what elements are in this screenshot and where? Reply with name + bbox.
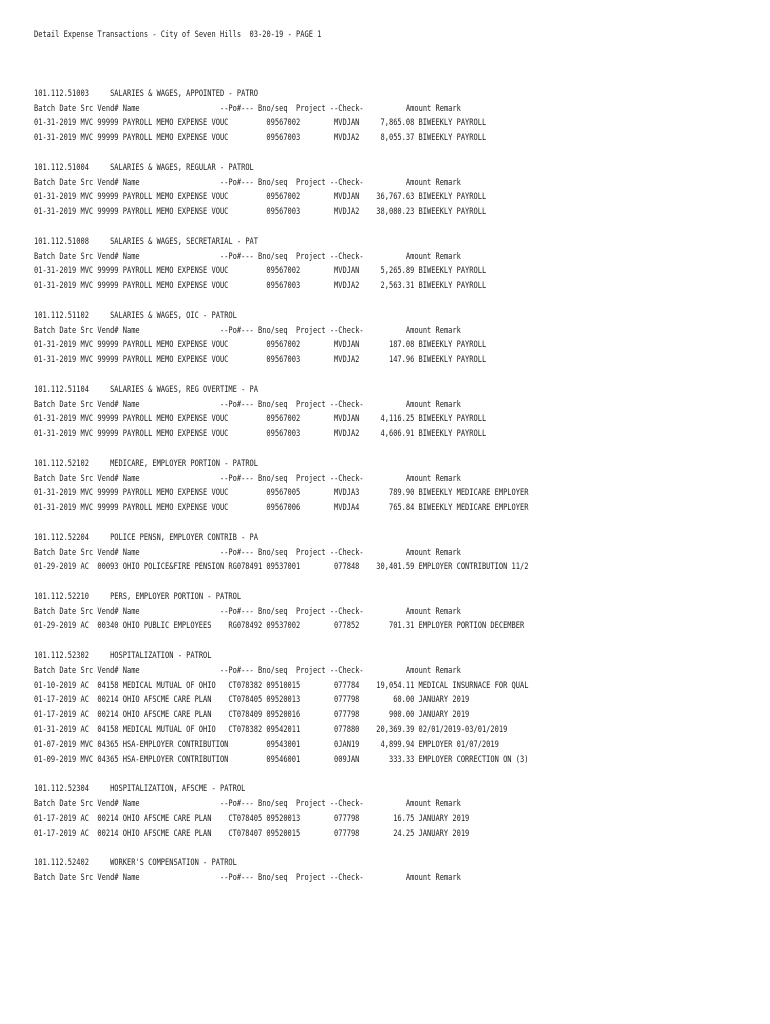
row-date: 01-17-2019 [34, 710, 77, 721]
account-section [34, 235, 596, 294]
row-check: 077798 [334, 695, 360, 706]
row-check: 0JAN19 [334, 739, 360, 750]
account-heading: 101.112.51102 SALARIES & WAGES, OIC - PATROL [34, 310, 237, 321]
row-check: MVDJA2 [334, 355, 360, 366]
account-section [34, 383, 596, 442]
row-src: MVC [80, 488, 94, 499]
row-date: 01-17-2019 [34, 828, 77, 839]
row-batch-seq: 09567003 [266, 207, 301, 218]
transaction-row [34, 679, 596, 694]
row-remark: BIWEEKLY MEDICARE EMPLOYER [418, 503, 529, 514]
report-title: Detail Expense Transactions - City of Seven Hills 03-20-19 - PAGE 1 [34, 30, 322, 40]
transaction-row [34, 279, 596, 294]
row-src: AC [80, 710, 89, 721]
row-amount: 147.96 [388, 355, 415, 366]
transaction-row [34, 827, 596, 842]
row-date: 01-31-2019 [34, 414, 77, 425]
row-po-number: CT078405 [228, 813, 263, 824]
row-src: MVC [80, 355, 94, 366]
column-header: Batch Date Src Vend# Name --Po#--- Bno/seq Project --Check- Amount Remark [34, 606, 461, 617]
row-amount: 24.25 [393, 828, 415, 839]
row-check: MVDJA2 [334, 429, 360, 440]
row-batch-seq: 09520016 [266, 710, 301, 721]
row-src: MVC [80, 192, 94, 203]
row-src: MVC [80, 266, 94, 277]
row-amount: 5,265.89 [380, 266, 415, 277]
row-date: 01-10-2019 [34, 680, 77, 691]
row-src: MVC [80, 429, 94, 440]
row-amount: 60.00 [393, 695, 415, 706]
transaction-row [34, 116, 596, 131]
row-vendor-name: HSA-EMPLOYER CONTRIBUTION [122, 739, 229, 750]
row-date: 01-31-2019 [34, 429, 77, 440]
transaction-row [34, 753, 596, 768]
row-vendor-name: PAYROLL MEMO EXPENSE VOUC [122, 133, 229, 144]
transaction-row [34, 723, 596, 738]
row-po-number: CT078382 [228, 725, 263, 736]
row-vendor-name: PAYROLL MEMO EXPENSE VOUC [122, 488, 229, 499]
row-src: MVC [80, 133, 94, 144]
row-batch-seq: 09537001 [266, 562, 301, 573]
row-remark: BIWEEKLY PAYROLL [418, 429, 487, 440]
row-vendor-number: 00214 [97, 813, 119, 824]
row-date: 01-31-2019 [34, 503, 77, 514]
row-remark: 02/01/2019-03/01/2019 [418, 725, 508, 736]
transaction-row [34, 353, 596, 368]
row-vendor-name: OHIO AFSCME CARE PLAN [122, 710, 212, 721]
transaction-row [34, 812, 596, 827]
column-header: Batch Date Src Vend# Name --Po#--- Bno/seq Project --Check- Amount Remark [34, 799, 461, 810]
row-date: 01-29-2019 [34, 621, 77, 632]
row-check: MVDJA2 [334, 133, 360, 144]
transaction-row [34, 205, 596, 220]
row-check: 077798 [334, 710, 360, 721]
row-check: MVDJAN [334, 192, 360, 203]
row-batch-seq: 09543001 [266, 739, 301, 750]
row-src: AC [80, 562, 89, 573]
row-amount: 38,080.23 [376, 207, 415, 218]
row-remark: JANUARY 2019 [418, 813, 470, 824]
row-date: 01-07-2019 [34, 739, 77, 750]
row-check: MVDJAN [334, 414, 360, 425]
transaction-row [34, 131, 596, 146]
row-check: MVDJA2 [334, 207, 360, 218]
row-amount: 4,606.91 [380, 429, 415, 440]
row-date: 01-31-2019 [34, 281, 77, 292]
row-vendor-number: 99999 [97, 429, 119, 440]
row-amount: 187.08 [388, 340, 415, 351]
row-vendor-number: 99999 [97, 355, 119, 366]
row-vendor-number: 99999 [97, 118, 119, 129]
row-remark: BIWEEKLY PAYROLL [418, 281, 487, 292]
report-sections [34, 87, 596, 886]
row-vendor-name: PAYROLL MEMO EXPENSE VOUC [122, 266, 229, 277]
row-batch-seq: 09567003 [266, 429, 301, 440]
row-date: 01-17-2019 [34, 695, 77, 706]
row-batch-seq: 09567002 [266, 340, 301, 351]
row-amount: 4,116.25 [380, 414, 415, 425]
account-heading: 101.112.52204 POLICE PENSN, EMPLOYER CONTRIB - PA [34, 532, 259, 543]
row-vendor-number: 99999 [97, 207, 119, 218]
row-amount: 36,767.63 [376, 192, 415, 203]
transaction-row [34, 738, 596, 753]
transaction-row [34, 560, 596, 575]
row-remark: EMPLOYER PORTION DECEMBER [418, 621, 525, 632]
transaction-row [34, 708, 596, 723]
row-batch-seq: 09567003 [266, 281, 301, 292]
row-batch-seq: 09537002 [266, 621, 301, 632]
row-date: 01-31-2019 [34, 118, 77, 129]
transaction-row [34, 412, 596, 427]
row-po-number: RG078491 [228, 562, 263, 573]
column-header: Batch Date Src Vend# Name --Po#--- Bno/seq Project --Check- Amount Remark [34, 103, 461, 114]
account-section [34, 590, 596, 634]
row-amount: 2,563.31 [380, 281, 415, 292]
account-section [34, 457, 596, 516]
row-batch-seq: 09510015 [266, 680, 301, 691]
row-src: AC [80, 680, 89, 691]
row-date: 01-31-2019 [34, 488, 77, 499]
transaction-row [34, 693, 596, 708]
row-check: MVDJAN [334, 118, 360, 129]
row-vendor-name: PAYROLL MEMO EXPENSE VOUC [122, 429, 229, 440]
account-section [34, 531, 596, 575]
row-check: 077852 [334, 621, 360, 632]
row-vendor-name: OHIO PUBLIC EMPLOYEES [122, 621, 212, 632]
row-vendor-name: MEDICAL MUTUAL OF OHIO [122, 725, 216, 736]
column-header: Batch Date Src Vend# Name --Po#--- Bno/seq Project --Check- Amount Remark [34, 177, 461, 188]
column-header: Batch Date Src Vend# Name --Po#--- Bno/seq Project --Check- Amount Remark [34, 325, 461, 336]
account-section [34, 856, 596, 886]
row-src: MVC [80, 503, 94, 514]
account-heading: 101.112.51004 SALARIES & WAGES, REGULAR - PATROL [34, 162, 254, 173]
transaction-row [34, 486, 596, 501]
row-src: AC [80, 725, 89, 736]
row-vendor-number: 00214 [97, 695, 119, 706]
row-check: 077848 [334, 562, 360, 573]
row-batch-seq: 09542011 [266, 725, 301, 736]
row-remark: BIWEEKLY PAYROLL [418, 355, 487, 366]
account-section [34, 782, 596, 841]
row-date: 01-31-2019 [34, 207, 77, 218]
row-remark: EMPLOYER CORRECTION ON (3) [418, 754, 529, 765]
column-header: Batch Date Src Vend# Name --Po#--- Bno/seq Project --Check- Amount Remark [34, 399, 461, 410]
row-po-number: CT078382 [228, 680, 263, 691]
row-remark: BIWEEKLY MEDICARE EMPLOYER [418, 488, 529, 499]
row-vendor-name: PAYROLL MEMO EXPENSE VOUC [122, 207, 229, 218]
row-batch-seq: 09567002 [266, 266, 301, 277]
row-remark: EMPLOYER 01/07/2019 [418, 739, 499, 750]
row-date: 01-31-2019 [34, 266, 77, 277]
row-vendor-number: 99999 [97, 192, 119, 203]
row-remark: MEDICAL INSURNACE FOR QUAL [418, 680, 529, 691]
account-heading: 101.112.52210 PERS, EMPLOYER PORTION - PATROL [34, 591, 242, 602]
account-section [34, 87, 596, 146]
row-remark: JANUARY 2019 [418, 710, 470, 721]
row-remark: JANUARY 2019 [418, 828, 470, 839]
row-batch-seq: 09520013 [266, 813, 301, 824]
row-remark: BIWEEKLY PAYROLL [418, 266, 487, 277]
row-check: 077784 [334, 680, 360, 691]
row-remark: BIWEEKLY PAYROLL [418, 207, 487, 218]
row-vendor-name: PAYROLL MEMO EXPENSE VOUC [122, 340, 229, 351]
row-batch-seq: 09567003 [266, 133, 301, 144]
row-vendor-name: PAYROLL MEMO EXPENSE VOUC [122, 355, 229, 366]
row-src: MVC [80, 754, 94, 765]
row-amount: 7,865.08 [380, 118, 415, 129]
row-po-number: CT078409 [228, 710, 263, 721]
row-vendor-name: OHIO AFSCME CARE PLAN [122, 695, 212, 706]
row-batch-seq: 09567002 [266, 192, 301, 203]
row-batch-seq: 09546001 [266, 754, 301, 765]
row-batch-seq: 09567006 [266, 503, 301, 514]
column-header: Batch Date Src Vend# Name --Po#--- Bno/seq Project --Check- Amount Remark [34, 547, 461, 558]
row-amount: 19,054.11 [376, 680, 415, 691]
row-amount: 765.84 [388, 503, 415, 514]
account-heading: 101.112.52402 WORKER'S COMPENSATION - PATROL [34, 858, 237, 869]
row-check: MVDJA4 [334, 503, 360, 514]
row-vendor-name: OHIO POLICE&FIRE PENSION [122, 562, 225, 573]
row-remark: BIWEEKLY PAYROLL [418, 133, 487, 144]
row-remark: JANUARY 2019 [418, 695, 470, 706]
column-header: Batch Date Src Vend# Name --Po#--- Bno/seq Project --Check- Amount Remark [34, 251, 461, 262]
row-vendor-name: PAYROLL MEMO EXPENSE VOUC [122, 414, 229, 425]
row-vendor-number: 04365 [97, 739, 119, 750]
row-vendor-number: 99999 [97, 414, 119, 425]
row-vendor-number: 99999 [97, 503, 119, 514]
account-heading: 101.112.51008 SALARIES & WAGES, SECRETARIAL - PAT [34, 236, 259, 247]
row-po-number: RG078492 [228, 621, 263, 632]
row-vendor-name: PAYROLL MEMO EXPENSE VOUC [122, 281, 229, 292]
transaction-row [34, 190, 596, 205]
account-section [34, 309, 596, 368]
row-vendor-name: HSA-EMPLOYER CONTRIBUTION [122, 754, 229, 765]
row-date: 01-17-2019 [34, 813, 77, 824]
row-vendor-number: 00093 [97, 562, 119, 573]
account-heading: 101.112.51003 SALARIES & WAGES, APPOINTED - PATRO [34, 88, 259, 99]
row-src: AC [80, 621, 89, 632]
transaction-row [34, 619, 596, 634]
row-src: AC [80, 828, 89, 839]
account-section [34, 649, 596, 767]
report-page [34, 28, 596, 901]
row-vendor-number: 04158 [97, 680, 119, 691]
row-src: MVC [80, 281, 94, 292]
row-src: AC [80, 695, 89, 706]
row-remark: BIWEEKLY PAYROLL [418, 414, 487, 425]
row-src: MVC [80, 414, 94, 425]
row-check: MVDJA2 [334, 281, 360, 292]
row-remark: BIWEEKLY PAYROLL [418, 118, 487, 129]
column-header: Batch Date Src Vend# Name --Po#--- Bno/seq Project --Check- Amount Remark [34, 473, 461, 484]
row-vendor-number: 99999 [97, 133, 119, 144]
row-src: MVC [80, 207, 94, 218]
row-vendor-number: 00340 [97, 621, 119, 632]
transaction-row [34, 264, 596, 279]
row-check: 077880 [334, 725, 360, 736]
row-src: MVC [80, 739, 94, 750]
row-amount: 4,899.94 [380, 739, 415, 750]
row-date: 01-31-2019 [34, 340, 77, 351]
row-batch-seq: 09567002 [266, 118, 301, 129]
row-vendor-number: 00214 [97, 828, 119, 839]
row-remark: BIWEEKLY PAYROLL [418, 340, 487, 351]
row-po-number: CT078407 [228, 828, 263, 839]
row-check: MVDJA3 [334, 488, 360, 499]
account-section [34, 161, 596, 220]
row-vendor-name: PAYROLL MEMO EXPENSE VOUC [122, 503, 229, 514]
row-amount: 30,401.59 [376, 562, 415, 573]
row-date: 01-31-2019 [34, 355, 77, 366]
account-heading: 101.112.52102 MEDICARE, EMPLOYER PORTION - PATROL [34, 458, 259, 469]
row-amount: 20,369.39 [376, 725, 415, 736]
row-src: AC [80, 813, 89, 824]
row-vendor-number: 00214 [97, 710, 119, 721]
account-heading: 101.112.51104 SALARIES & WAGES, REG OVERTIME - PA [34, 384, 259, 395]
row-batch-seq: 09520015 [266, 828, 301, 839]
row-check: 077798 [334, 813, 360, 824]
row-vendor-number: 99999 [97, 266, 119, 277]
row-vendor-name: PAYROLL MEMO EXPENSE VOUC [122, 192, 229, 203]
row-check: MVDJAN [334, 266, 360, 277]
row-amount: 16.75 [393, 813, 415, 824]
row-amount: 333.33 [388, 754, 415, 765]
row-batch-seq: 09520013 [266, 695, 301, 706]
transaction-row [34, 501, 596, 516]
transaction-row [34, 427, 596, 442]
row-check: MVDJAN [334, 340, 360, 351]
row-batch-seq: 09567005 [266, 488, 301, 499]
row-batch-seq: 09567003 [266, 355, 301, 366]
account-heading: 101.112.52302 HOSPITALIZATION - PATROL [34, 651, 212, 662]
row-vendor-number: 99999 [97, 488, 119, 499]
row-date: 01-31-2019 [34, 725, 77, 736]
column-header: Batch Date Src Vend# Name --Po#--- Bno/seq Project --Check- Amount Remark [34, 873, 461, 884]
row-vendor-number: 04158 [97, 725, 119, 736]
row-amount: 900.00 [388, 710, 415, 721]
row-date: 01-31-2019 [34, 133, 77, 144]
row-batch-seq: 09567002 [266, 414, 301, 425]
row-vendor-name: OHIO AFSCME CARE PLAN [122, 828, 212, 839]
column-header: Batch Date Src Vend# Name --Po#--- Bno/seq Project --Check- Amount Remark [34, 665, 461, 676]
row-amount: 8,055.37 [380, 133, 415, 144]
row-remark: EMPLOYER CONTRIBUTION 11/2 [418, 562, 529, 573]
row-src: MVC [80, 340, 94, 351]
row-po-number: CT078405 [228, 695, 263, 706]
row-date: 01-09-2019 [34, 754, 77, 765]
row-amount: 789.90 [388, 488, 415, 499]
row-vendor-number: 99999 [97, 340, 119, 351]
row-amount: 701.31 [388, 621, 415, 632]
row-vendor-number: 99999 [97, 281, 119, 292]
row-remark: BIWEEKLY PAYROLL [418, 192, 487, 203]
account-heading: 101.112.52304 HOSPITALIZATION, AFSCME - PATROL [34, 784, 246, 795]
row-check: 077798 [334, 828, 360, 839]
row-date: 01-31-2019 [34, 192, 77, 203]
row-vendor-name: MEDICAL MUTUAL OF OHIO [122, 680, 216, 691]
row-vendor-name: OHIO AFSCME CARE PLAN [122, 813, 212, 824]
transaction-row [34, 338, 596, 353]
row-vendor-number: 04365 [97, 754, 119, 765]
row-vendor-name: PAYROLL MEMO EXPENSE VOUC [122, 118, 229, 129]
row-date: 01-29-2019 [34, 562, 77, 573]
row-src: MVC [80, 118, 94, 129]
row-check: 009JAN [334, 754, 360, 765]
